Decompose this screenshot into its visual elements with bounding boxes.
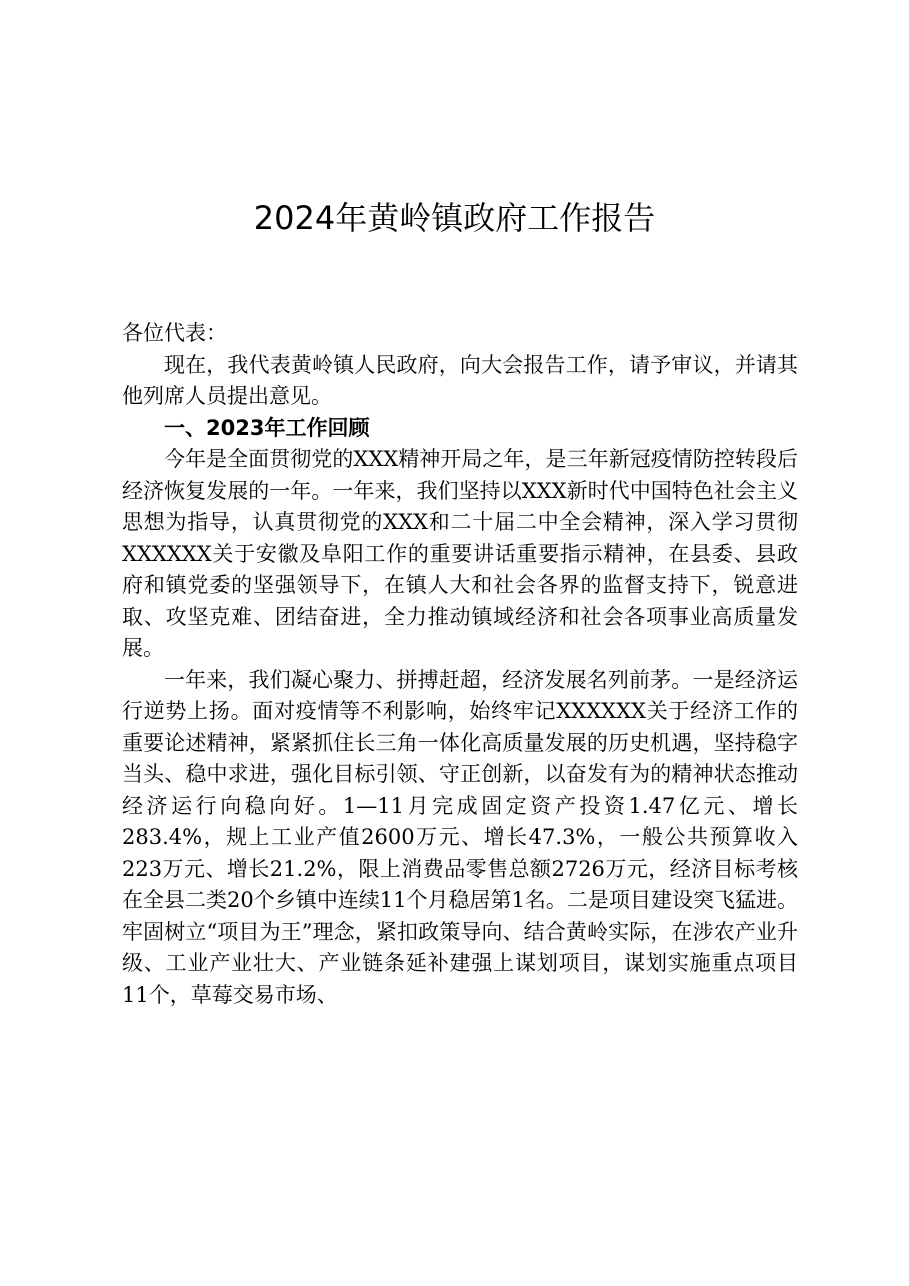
intro-paragraph: 现在，我代表黄岭镇人民政府，向大会报告工作，请予审议，并请其他列席人员提出意见。 (122, 352, 798, 408)
body-paragraph-2: 一年来，我们凝心聚力、拼搏赶超，经济发展名列前茅。一是经济运行逆势上扬。面对疫情等不利影响，始终牢记XXXXXX关于经济工作的重要论述精神，紧紧抓住长三角一体化高质量发展的历史机遇，坚持稳字当头、稳中求进，强化目标引领、守正创新，以奋发有为的精神状态推动经济运行向稳向好。1—11月完成固定资产投资1.47亿元、增长283.4%，规上工业产值2600万元、增长47.3%，一般公共预算收入223万元、增长21.2%，限上消费品零售总额2726万元，经济目标考核在全县二类20个乡镇中连续11个月稳居第1名。二是项目建设突飞猛进。牢固树立“项目为王”理念，紧扣政策导向、结合黄岭实际，在涉农产业升级、工业产业壮大、产业链条延补建强上谋划项目，谋划实施重点项目11个，草莓交易市场、 (122, 667, 798, 1007)
section-heading: 一、2023年工作回顾 (164, 415, 370, 440)
salutation: 各位代表： (122, 321, 227, 345)
document-title: 2024年黄岭镇政府工作报告 (253, 199, 656, 237)
body-paragraph-1: 今年是全面贯彻党的XXX精神开局之年，是三年新冠疫情防控转段后经济恢复发展的一年。一年来，我们坚持以XXX新时代中国特色社会主义思想为指导，认真贯彻党的XXX和二十届二中全会精神，深入学习贯彻XXXXXX关于安徽及阜阳工作的重要讲话重要指示精神，在县委、县政府和镇党委的坚强领导下，在镇人大和社会各界的监督支持下，锐意进取、攻坚克难、团结奋进，全力推动镇域经济和社会各项事业高质量发展。 (122, 447, 798, 660)
document-body (122, 318, 798, 1011)
